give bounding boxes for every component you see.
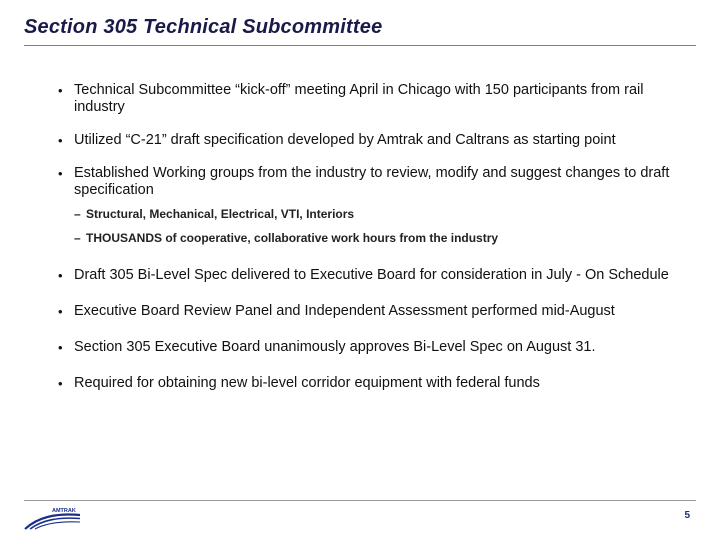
amtrak-logo: [22, 505, 84, 531]
title-divider: [24, 45, 696, 46]
bullet-item: • Draft 305 Bi-Level Spec delivered to Executive Board for consideration in July - On Schedule: [56, 267, 686, 284]
bullet-item: • Technical Subcommittee “kick-off” meeting April in Chicago with 150 participants from rail industry: [56, 82, 686, 116]
sub-bullet-item: – THOUSANDS of cooperative, collaborative work hours from the industry: [56, 231, 686, 245]
bullet-item: • Utilized “C-21” draft specification developed by Amtrak and Caltrans as starting point: [56, 132, 686, 149]
bullet-item: • Established Working groups from the industry to review, modify and suggest changes to draft specification: [56, 165, 686, 199]
logo-wordmark: AMTRAK: [52, 508, 76, 514]
page-number: 5: [684, 510, 690, 521]
bullet-item: • Section 305 Executive Board unanimously approves Bi-Level Spec on August 31.: [56, 339, 686, 356]
footer-divider: [24, 500, 696, 501]
sub-bullet-item: – Structural, Mechanical, Electrical, VTI, Interiors: [56, 207, 686, 221]
bullet-list: [56, 82, 686, 392]
bullet-item: • Executive Board Review Panel and Independent Assessment performed mid-August: [56, 303, 686, 320]
bullet-item: • Required for obtaining new bi-level corridor equipment with federal funds: [56, 375, 686, 392]
slide-title: Section 305 Technical Subcommittee: [24, 16, 383, 38]
